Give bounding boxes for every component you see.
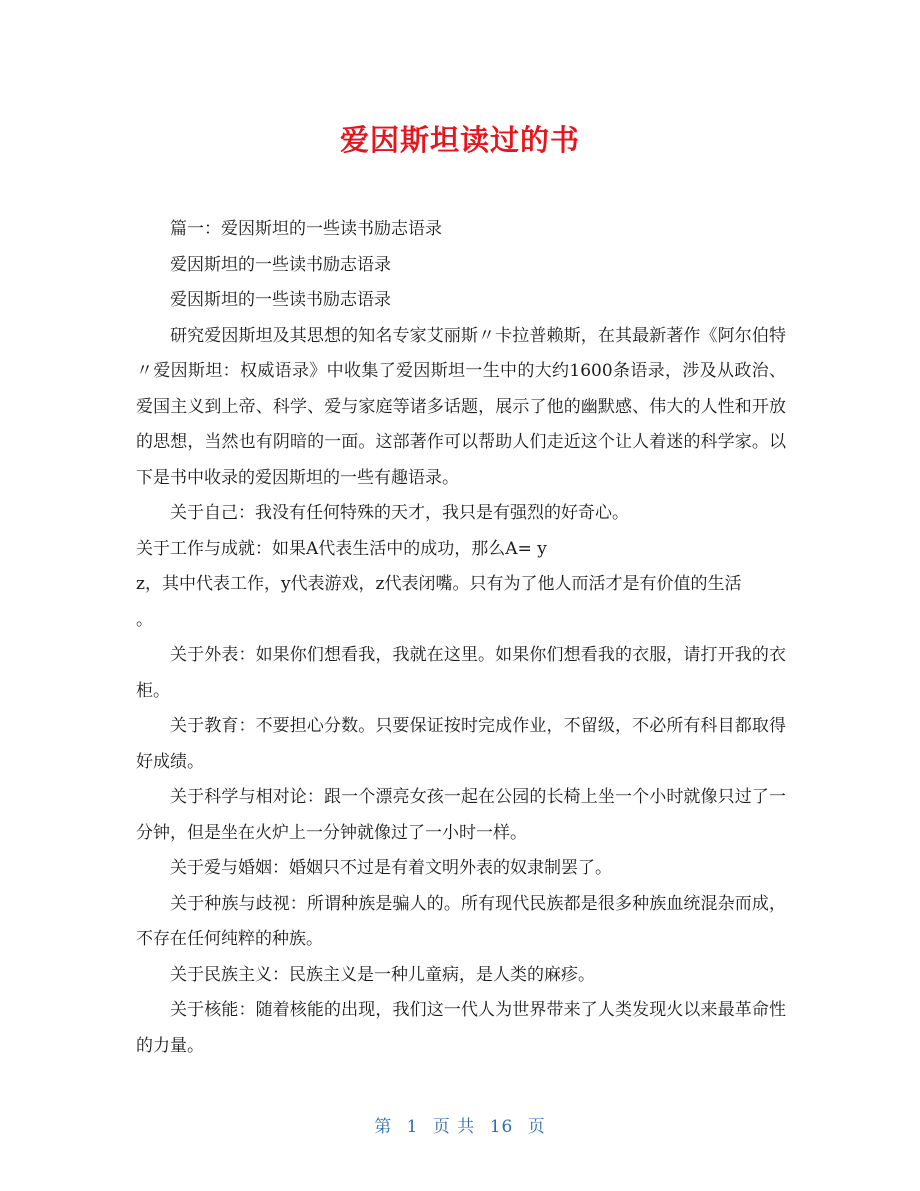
paragraph: 关于科学与相对论：跟一个漂亮女孩一起在公园的长椅上坐一个小时就像只过了一分钟，但是坐在火炉上一分钟就像过了一小时一样。 [136,787,786,843]
paragraph: 关于自己：我没有任何特殊的天才，我只是有强烈的好奇心。 [170,503,629,523]
page-number: 1 [406,1117,419,1137]
footer-middle: 页 共 [432,1117,476,1137]
page-footer [0,1112,920,1137]
document-title: 爱因斯坦读过的书 [339,123,580,157]
paragraph: 爱因斯坦的一些读书励志语录 [170,290,391,310]
paragraph: 爱因斯坦的一些读书励志语录 [170,254,391,275]
paragraph: 关于核能：随着核能的出现，我们这一代人为世界带来了人类发现火以来最革命性的力量。 [136,1000,786,1056]
paragraph: 研究爱因斯坦及其思想的知名专家艾丽斯〃卡拉普赖斯，在其最新著作《阿尔伯特〃爱因斯坦：权威语录》中收集了爱因斯坦一生中的大约1600条语录，涉及从政治、爱国主义到上帝、科学、爱与家庭等诸多话题，展示了他的幽默感、伟大的人性和开放的思想，当然也有阴暗的一面。这部著作可以帮助人们走近这个让人着迷的科学家。以下是书中收录的爱因斯坦的一些有趣语录。 [136,325,786,488]
document-body [136,212,786,1064]
paragraph: 关于种族与歧视：所谓种族是骗人的。所有现代民族都是很多种族血统混杂而成，不存在任何纯粹的种族。 [136,893,786,949]
paragraph: z，其中代表工作，y代表游戏，z代表闭嘴。只有为了他人而活才是有价值的生活 [136,574,742,594]
paragraph: 关于爱与婚姻：婚姻只不过是有着文明外表的奴隶制罢了。 [170,858,612,878]
paragraph: 关于教育：不要担心分数。只要保证按时完成作业，不留级，不必所有科目都取得好成绩。 [136,716,786,772]
paragraph: 关于民族主义：民族主义是一种儿童病，是人类的麻疹。 [170,964,595,985]
paragraph: 关于外表：如果你们想看我，我就在这里。如果你们想看我的衣服，请打开我的衣柜。 [136,645,786,701]
paragraph: 篇一：爱因斯坦的一些读书励志语录 [170,219,442,239]
paragraph: 。 [136,609,153,630]
footer-suffix: 页 [527,1117,546,1137]
footer-prefix: 第 [374,1117,393,1137]
page-total: 16 [489,1117,514,1137]
paragraph: 关于工作与成就：如果A代表生活中的成功，那么A= y [136,538,547,559]
